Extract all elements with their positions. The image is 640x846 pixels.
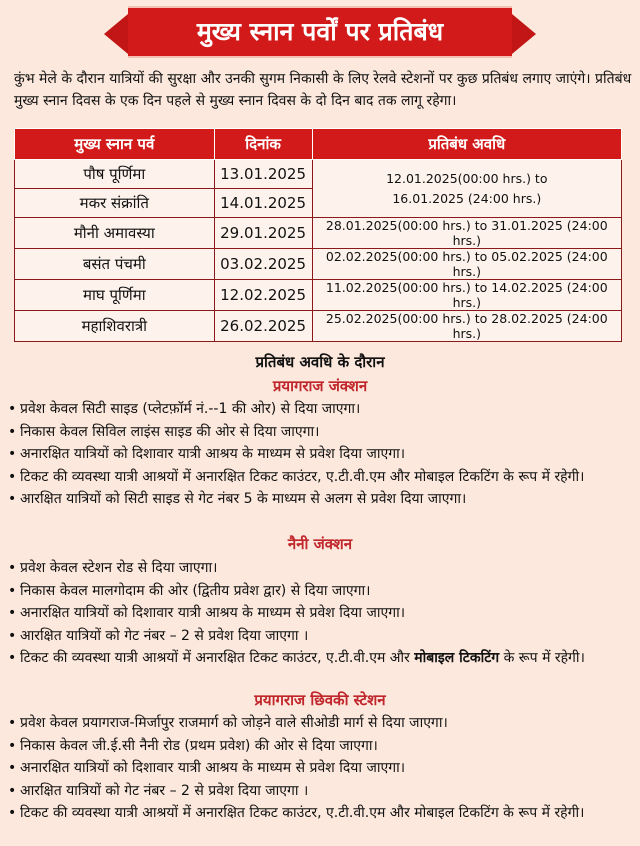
- period-cell: 25.02.2025(00:00 hrs.) to 28.02.2025 (24:00 hrs.): [312, 311, 621, 342]
- list-item: • निकास केवल मालगोदाम की ओर (द्वितीय प्रवेश द्वार) से दिया जाएगा।: [6, 580, 634, 603]
- ticket-text: के रूप में रहेगी।: [499, 650, 585, 666]
- list-item: • अनारक्षित यात्रियों को दिशावार यात्री आश्रय के माध्यम से प्रवेश दिया जाएगा।: [6, 443, 634, 466]
- ticket-text-bold: मोबाइल टिकटिंग: [414, 650, 500, 666]
- period-cell-merged: [312, 160, 621, 218]
- list-item: [6, 647, 634, 670]
- page-title: मुख्य स्नान पर्वों पर प्रतिबंध: [128, 6, 512, 58]
- list-item: • अनारक्षित यात्रियों को दिशावार यात्री आश्रय के माध्यम से प्रवेश दिया जाएगा।: [6, 602, 634, 625]
- festival-cell: मकर संक्रांति: [15, 189, 215, 218]
- restriction-table: [14, 128, 622, 342]
- festival-cell: पौष पूर्णिमा: [15, 160, 215, 189]
- chheoki-station-list: [6, 712, 634, 825]
- list-item: • प्रवेश केवल स्टेशन रोड से दिया जाएगा।: [6, 557, 634, 580]
- naini-junction-list: [6, 557, 634, 670]
- ticket-text: टिकट की व्यवस्था यात्री आश्रयों में अनारक्षित टिकट काउंटर, ए.टी.वी.एम और: [20, 650, 415, 666]
- period-cell: 11.02.2025(00:00 hrs.) to 14.02.2025 (24:00 hrs.): [312, 280, 621, 311]
- period-cell: 02.02.2025(00:00 hrs.) to 05.02.2025 (24:00 hrs.): [312, 249, 621, 280]
- banner-ribbon-left: [104, 14, 128, 54]
- list-item: • आरक्षित यात्रियों को गेट नंबर – 2 से प्रवेश दिया जाएगा ।: [6, 780, 634, 803]
- table-row: [15, 249, 622, 280]
- list-item: • प्रवेश केवल प्रयागराज-मिर्जापुर राजमार्ग को जोड़ने वाले सीओडी मार्ग से दिया जाएगा।: [6, 712, 634, 735]
- list-item: • आरक्षित यात्रियों को गेट नंबर – 2 से प्रवेश दिया जाएगा ।: [6, 625, 634, 648]
- banner-ribbon-right: [512, 14, 536, 54]
- table-row: [15, 311, 622, 342]
- title-banner: [0, 0, 640, 64]
- list-item: • प्रवेश केवल सिटी साइड (प्लेटफ़ॉर्म नं.--1 की ओर) से दिया जाएगा।: [6, 398, 634, 421]
- list-item: • निकास केवल सिविल लाइंस साइड की ओर से दिया जाएगा।: [6, 421, 634, 444]
- date-cell: 29.01.2025: [214, 218, 312, 249]
- period-line: 12.01.2025(00:00 hrs.) to: [386, 170, 548, 186]
- festival-cell: मौनी अमावस्या: [15, 218, 215, 249]
- table-row: [15, 160, 622, 189]
- station-heading-prayagraj-junction: प्रयागराज जंक्शन: [272, 377, 368, 395]
- table-header-row: [15, 129, 622, 160]
- list-item: • आरक्षित यात्रियों को सिटी साइड से गेट नंबर 5 के माध्यम से अलग से प्रवेश दिया जाएगा।: [6, 488, 634, 511]
- period-cell: 28.01.2025(00:00 hrs.) to 31.01.2025 (24:00 hrs.): [312, 218, 621, 249]
- festival-cell: माघ पूर्णिमा: [15, 280, 215, 311]
- intro-paragraph: कुंभ मेले के दौरान यात्रियों की सुरक्षा और उनकी सुगम निकासी के लिए रेलवे स्टेशनों पर कुछ प्रतिबंध लगाए जाएंगे। प्रतिबंध मुख्य स्नान दिवस के एक दिन पहले से मुख्य स्नान दिवस के दो दिन बाद तक लागू रहेगा।: [14, 71, 632, 109]
- date-cell: 26.02.2025: [214, 311, 312, 342]
- list-item: • निकास केवल जी.ई.सी नैनी रोड (प्रथम प्रवेश) की ओर से दिया जाएगा।: [6, 735, 634, 758]
- date-cell: 14.01.2025: [214, 189, 312, 218]
- festival-cell: महाशिवरात्री: [15, 311, 215, 342]
- date-cell: 03.02.2025: [214, 249, 312, 280]
- table-row: [15, 218, 622, 249]
- station-heading-chheoki: प्रयागराज छिवकी स्टेशन: [254, 691, 386, 709]
- list-item: • टिकट की व्यवस्था यात्री आश्रयों में अनारक्षित टिकट काउंटर, ए.टी.वी.एम और मोबाइल टिकटिंग के रूप में रहेगी।: [6, 466, 634, 489]
- during-heading: प्रतिबंध अवधि के दौरान: [255, 353, 385, 371]
- header-period: प्रतिबंध अवधि: [312, 129, 621, 160]
- date-cell: 13.01.2025: [214, 160, 312, 189]
- header-festival: मुख्य स्नान पर्व: [15, 129, 215, 160]
- station-heading-naini-junction: नैनी जंक्शन: [287, 535, 353, 553]
- prayagraj-junction-list: [6, 398, 634, 511]
- list-item: • अनारक्षित यात्रियों को दिशावार यात्री आश्रय के माध्यम से प्रवेश दिया जाएगा।: [6, 757, 634, 780]
- period-line: 16.01.2025 (24:00 hrs.): [392, 190, 542, 206]
- festival-cell: बसंत पंचमी: [15, 249, 215, 280]
- table-row: [15, 280, 622, 311]
- header-date: दिनांक: [214, 129, 312, 160]
- list-item: • टिकट की व्यवस्था यात्री आश्रयों में अनारक्षित टिकट काउंटर, ए.टी.वी.एम और मोबाइल टिकटिंग के रूप में रहेगी।: [6, 802, 634, 825]
- date-cell: 12.02.2025: [214, 280, 312, 311]
